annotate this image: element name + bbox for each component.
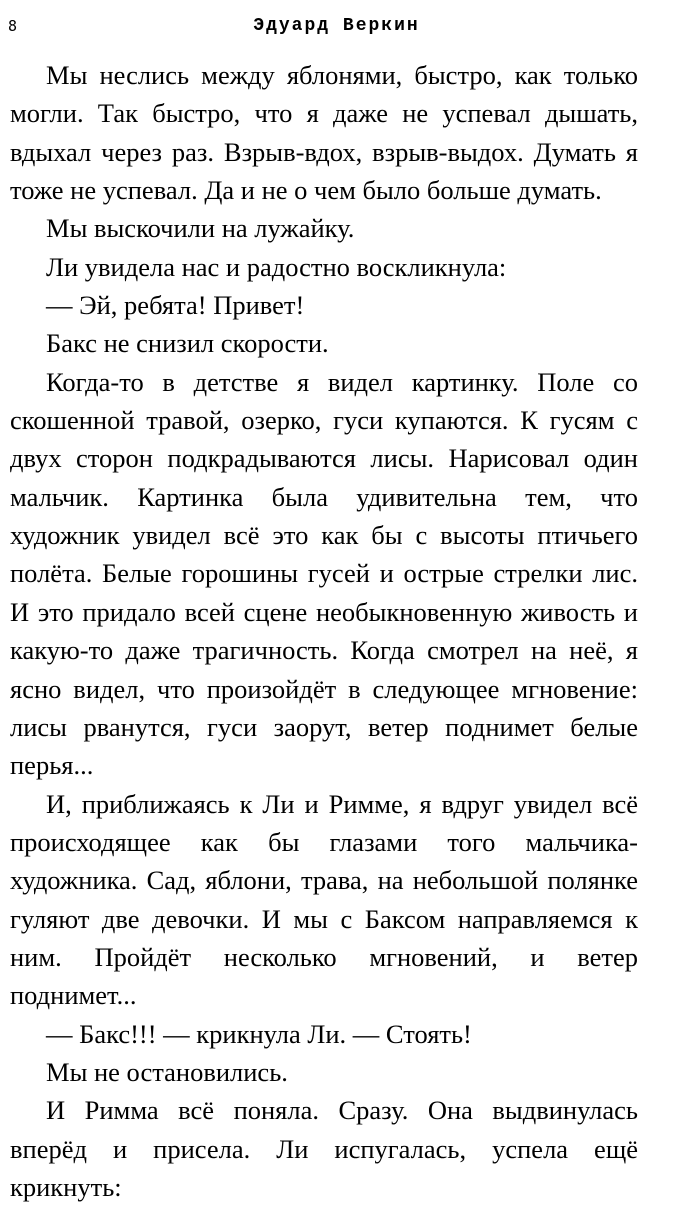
body-text	[10, 56, 638, 1206]
paragraph: — Эй, ребята! Привет!	[46, 290, 305, 321]
paragraph: Ли увидела нас и радостно воскликнула:	[46, 251, 507, 282]
paragraph: Мы не остановились.	[46, 1056, 288, 1087]
paragraph: Когда-то в детстве я видел картинку. Поле со скошенной травой, озерко, гуси купаются. К гусям с двух сторон подкрадываются лисы. Нарисовал один мальчик. Картинка была удивительна тем, что художник увидел всё это как бы с высоты птичьего полёта. Белые горошины гусей и острые стрелки лис. И это придало всей сцене необыкновенную живость и какую-то даже трагичность. Когда смотрел на неё, я ясно видел, что произойдёт в следующее мгновение: лисы рванутся, гуси заорут, ветер поднимет белые перья...	[10, 366, 638, 781]
paragraph: Мы неслись между яблонями, быстро, как только могли. Так быстро, что я даже не успевал дышать, вдыхал через раз. Взрыв-вдох, взрыв-выдох. Думать я тоже не успевал. Да и не о чем было больше думать.	[10, 60, 638, 206]
running-head: Эдуард Веркин	[253, 16, 420, 36]
paragraph: — Бакс!!! — крикнула Ли. — Стоять!	[46, 1018, 472, 1049]
paragraph: Бакс не снизил скорости.	[46, 328, 329, 359]
page-number: 8	[8, 17, 18, 35]
paragraph: Мы выскочили на лужайку.	[46, 213, 355, 244]
page-header	[0, 6, 673, 40]
paragraph: И, приближаясь к Ли и Римме, я вдруг увидел всё происходящее как бы глазами того мальчика-художника. Сад, яблони, трава, на небольшой полянке гуляют две девочки. И мы с Баксом направляемся к ним. Пройдёт несколько мгновений, и ветер поднимет...	[10, 788, 638, 1011]
paragraph: И Римма всё поняла. Сразу. Она выдвинулась вперёд и присела. Ли испугалась, успела ещё крикнуть:	[10, 1095, 638, 1202]
